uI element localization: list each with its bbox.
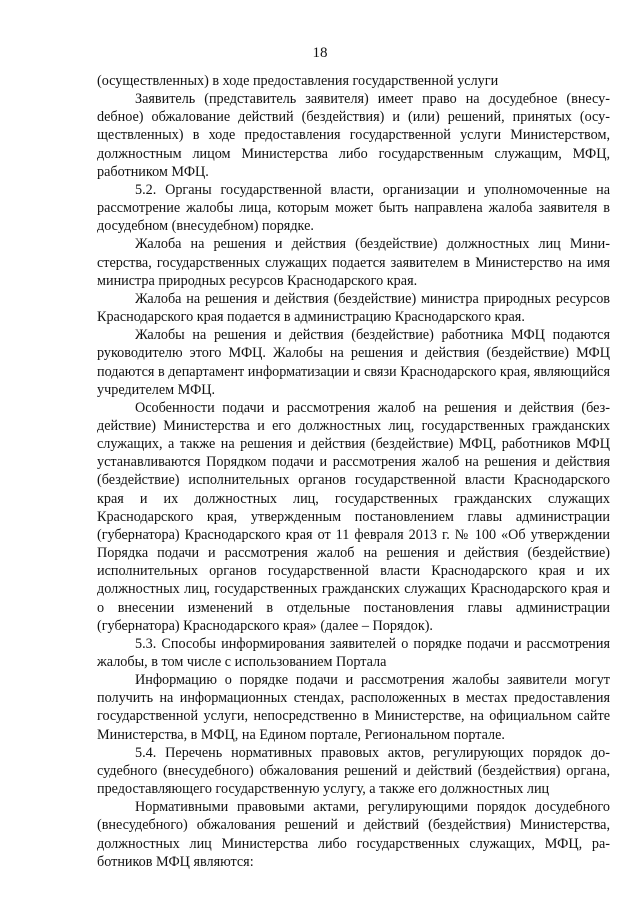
paragraph-section-5-3: 5.3. Способы информирования заявителей о порядке подачи и рассмотрения жалобы, в том числе с использованием Портала	[97, 635, 610, 670]
paragraph-section-5-2: 5.2. Органы государственной власти, организации и уполномоченные на рассмотрение жалобы лица, которым может быть направлена жалоба заявителя в досудебном (внесудебном) порядке.	[97, 181, 610, 235]
paragraph-section-5-4: 5.4. Перечень нормативных правовых актов, регулирующих порядок досудебного (внесудебного) обжалования решений и действий (бездействия) органа, предоставляющего государственную услугу, а также его должностных лиц	[97, 744, 610, 798]
paragraph-minister-complaint: Жалоба на решения и действия (бездействие) министра природных ресурсов Краснодарского края подается в администрацию Краснодарского края.	[97, 290, 610, 326]
paragraph-normative-acts: Нормативными правовыми актами, регулирующими порядок досудебного (внесудебного) обжалования решений и действий (бездействия) Министерства, должностных лиц Министерства либо государственных служащих, МФЦ, работников МФЦ являются:	[97, 799, 610, 870]
paragraph-continuation: (осуществленных) в ходе предоставления государственной услуги	[97, 73, 499, 89]
paragraph-procedure-specifics: Особенности подачи и рассмотрения жалоб на решения и действия (бездействие) Министерства и его должностных лиц, государственных гражданских служащих, а также на решения и действия (бездействие) МФЦ, работников МФЦ устанавливаются Порядком подачи и рассмотрения жалоб на решения и действия (бездействие) исполнительных органов государственной власти Краснодарского края и их должностных лиц, государственных гражданских служащих Краснодарского края, утвержденным постановлением главы администрации (губернатора) Краснодарского края от 11 февраля 2013 г. № 100 «Об утверждении Порядка подачи и рассмотрения жалоб на решения и действия (бездействие) исполнительных органов государственной власти Краснодарского края и их должностных лиц, государственных гражданских служащих Краснодарского края и о внесении изменений в отдельные постановления главы администрации (губернатора) Краснодарского края» (далее – Порядок).	[97, 399, 610, 634]
page-number: 18	[312, 45, 328, 61]
paragraph-ministry-complaint: Жалоба на решения и действия (бездействие) должностных лиц Министерства, государственных служащих подается заявителем в Министерство на имя министра природных ресурсов Краснодарского края.	[97, 236, 610, 289]
paragraph-mfc-complaint: Жалобы на решения и действия (бездействие) работника МФЦ подаются руководителю этого МФЦ. Жалобы на решения и действия (бездействие) МФЦ подаются в департамент информатизации и связи Краснодарского края, являющийся учредителем МФЦ.	[97, 327, 610, 398]
document-body	[97, 72, 610, 871]
paragraph-information-sources: Информацию о порядке подачи и рассмотрения жалобы заявители могут получить на информационных стендах, расположенных в местах предоставления государственной услуги, непосредственно в Министерстве, на официальном сайте Министерства, в МФЦ, на Едином портале, Региональном портале.	[97, 672, 610, 743]
paragraph-appeal-right: Заявитель (представитель заявителя) имеет право на досудебное (внесуdебное) обжалование действий (бездействия) и (или) решений, принятых (осуществленных) в ходе предоставления государственной услуги Министерством, должностным лицом Министерства либо государственным служащим, МФЦ, работником МФЦ.	[97, 91, 610, 180]
